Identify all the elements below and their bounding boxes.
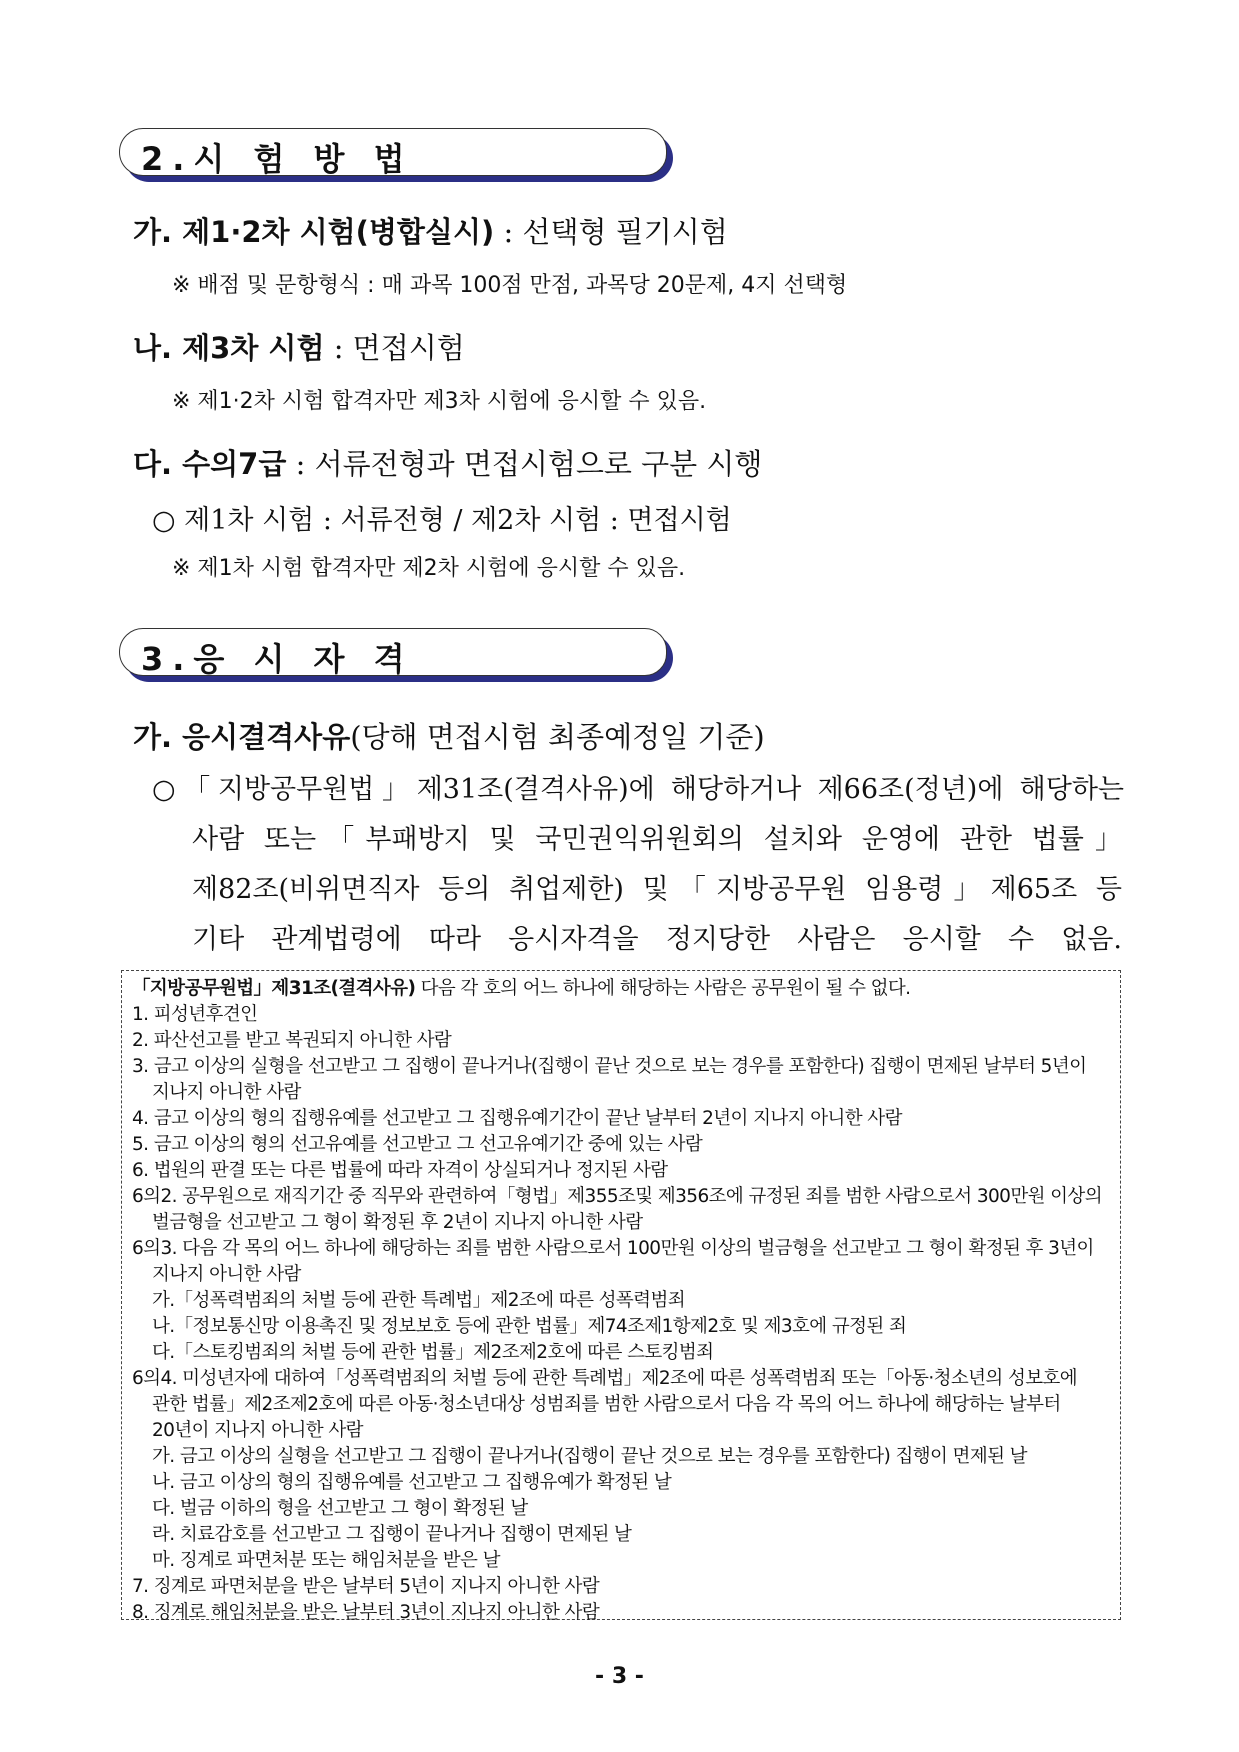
subsection-2c-note: ※ 제1차 시험 합격자만 제2차 시험에 응시할 수 있음. bbox=[172, 556, 686, 581]
subsection-3a bbox=[133, 715, 765, 756]
law-heading-title: 「지방공무원법」제31조(결격사유) bbox=[132, 978, 416, 999]
section-3-title: 3.응 시 자 격 bbox=[141, 640, 414, 678]
subsection-2a bbox=[133, 210, 728, 251]
paragraph-line: 사람 또는「부패방지 및 국민권익위원회의 설치와 운영에 관한 법률」 bbox=[192, 824, 1122, 855]
law-line: 나. 금고 이상의 형의 집행유예를 선고받고 그 집행유예가 확정된 날 bbox=[152, 1472, 672, 1493]
law-line: 가. 금고 이상의 실형을 선고받고 그 집행이 끝나거나(집행이 끝난 것으로 보는 경우를 포함한다) 집행이 면제된 날 bbox=[152, 1446, 1027, 1467]
subsection-2c-circle: ○ 제1차 시험 : 서류전형 / 제2차 시험 : 면접시험 bbox=[152, 505, 732, 536]
subsection-2a-label: 가. 제1·2차 시험(병합실시) bbox=[133, 215, 495, 249]
law-line: 다. 벌금 이하의 형을 선고받고 그 형이 확정된 날 bbox=[152, 1498, 528, 1519]
law-line: 8. 징계로 해임처분을 받은 날부터 3년이 지나지 아니한 사람 bbox=[132, 1602, 600, 1623]
law-line: 6. 법원의 판결 또는 다른 법률에 따라 자격이 상실되거나 정지된 사람 bbox=[132, 1160, 668, 1181]
subsection-2a-note: ※ 배점 및 문항형식 : 매 과목 100점 만점, 과목당 20문제, 4지 선택형 bbox=[172, 273, 848, 298]
law-line: 가.「성폭력범죄의 처벌 등에 관한 특례법」제2조에 따른 성폭력범죄 bbox=[152, 1290, 685, 1311]
law-line: 7. 징계로 파면처분을 받은 날부터 5년이 지나지 아니한 사람 bbox=[132, 1576, 600, 1597]
law-line: 3. 금고 이상의 실형을 선고받고 그 집행이 끝나거나(집행이 끝난 것으로 보는 경우를 포함한다) 집행이 면제된 날부터 5년이 bbox=[132, 1056, 1087, 1077]
section-3-header bbox=[119, 628, 675, 684]
section-2-title: 2.시 험 방 법 bbox=[141, 140, 414, 178]
subsection-2b bbox=[133, 326, 465, 367]
subsection-2b-label: 나. 제3차 시험 bbox=[133, 331, 325, 365]
law-heading-text: 다음 각 호의 어느 하나에 해당하는 사람은 공무원이 될 수 없다. bbox=[415, 978, 911, 999]
law-line: 6의4. 미성년자에 대하여「성폭력범죄의 처벌 등에 관한 특례법」제2조에 따른 성폭력범죄 또는「아동·청소년의 성보호에 bbox=[132, 1368, 1078, 1389]
paragraph-line: 제82조(비위면직자 등의 취업제한) 및「지방공무원 임용령」제65조 등 bbox=[192, 874, 1122, 905]
page-number: - 3 - bbox=[595, 1664, 644, 1689]
law-line: 4. 금고 이상의 형의 집행유예를 선고받고 그 집행유예기간이 끝난 날부터 2년이 지나지 아니한 사람 bbox=[132, 1108, 902, 1129]
law-excerpt-box bbox=[121, 970, 1121, 1623]
law-line: 마. 징계로 파면처분 또는 해임처분을 받은 날 bbox=[152, 1550, 500, 1571]
law-line: 지나지 아니한 사람 bbox=[152, 1082, 301, 1103]
subsection-2a-text: : 선택형 필기시험 bbox=[503, 215, 728, 249]
subsection-2c-label: 다. 수의7급 bbox=[133, 447, 287, 481]
subsection-2b-text: : 면접시험 bbox=[333, 331, 465, 365]
subsection-2b-note: ※ 제1·2차 시험 합격자만 제3차 시험에 응시할 수 있음. bbox=[172, 389, 707, 414]
paragraph-line: 기타 관계법령에 따라 응시자격을 정지당한 사람은 응시할 수 없음. bbox=[192, 924, 1122, 955]
subsection-2c bbox=[133, 442, 762, 483]
subsection-2c-text: : 서류전형과 면접시험으로 구분 시행 bbox=[295, 447, 763, 481]
law-line: 6의2. 공무원으로 재직기간 중 직무와 관련하여「형법」제355조및 제356조에 규정된 죄를 범한 사람으로서 300만원 이상의 bbox=[132, 1186, 1102, 1207]
law-line: 다.「스토킹범죄의 처벌 등에 관한 법률」제2조제2호에 따른 스토킹범죄 bbox=[152, 1342, 714, 1363]
law-line: 2. 파산선고를 받고 복권되지 아니한 사람 bbox=[132, 1030, 452, 1051]
paragraph-line: ○「지방공무원법」제31조(결격사유)에 해당하거나 제66조(정년)에 해당하는 bbox=[152, 774, 1124, 805]
subsection-3a-text: (당해 면접시험 최종예정일 기준) bbox=[350, 720, 765, 754]
law-line: 라. 치료감호를 선고받고 그 집행이 끝나거나 집행이 면제된 날 bbox=[152, 1524, 632, 1545]
law-heading bbox=[132, 977, 910, 1001]
law-line: 5. 금고 이상의 형의 선고유예를 선고받고 그 선고유예기간 중에 있는 사람 bbox=[132, 1134, 703, 1155]
law-line: 6의3. 다음 각 목의 어느 하나에 해당하는 죄를 범한 사람으로서 100만원 이상의 벌금형을 선고받고 그 형이 확정된 후 3년이 bbox=[132, 1238, 1094, 1259]
law-line: 1. 피성년후견인 bbox=[132, 1004, 258, 1025]
subsection-3a-label: 가. 응시결격사유 bbox=[133, 720, 351, 754]
law-line: 지나지 아니한 사람 bbox=[152, 1264, 301, 1285]
law-line: 관한 법률」제2조제2호에 따른 아동·청소년대상 성범죄를 범한 사람으로서 다음 각 목의 어느 하나에 해당하는 날부터 bbox=[152, 1394, 1061, 1415]
law-line: 20년이 지나지 아니한 사람 bbox=[152, 1420, 363, 1441]
section-2-header bbox=[119, 128, 675, 184]
law-line: 벌금형을 선고받고 그 형이 확정된 후 2년이 지나지 아니한 사람 bbox=[152, 1212, 643, 1233]
law-line: 나.「정보통신망 이용촉진 및 정보보호 등에 관한 법률」제74조제1항제2호 및 제3호에 규정된 죄 bbox=[152, 1316, 907, 1337]
